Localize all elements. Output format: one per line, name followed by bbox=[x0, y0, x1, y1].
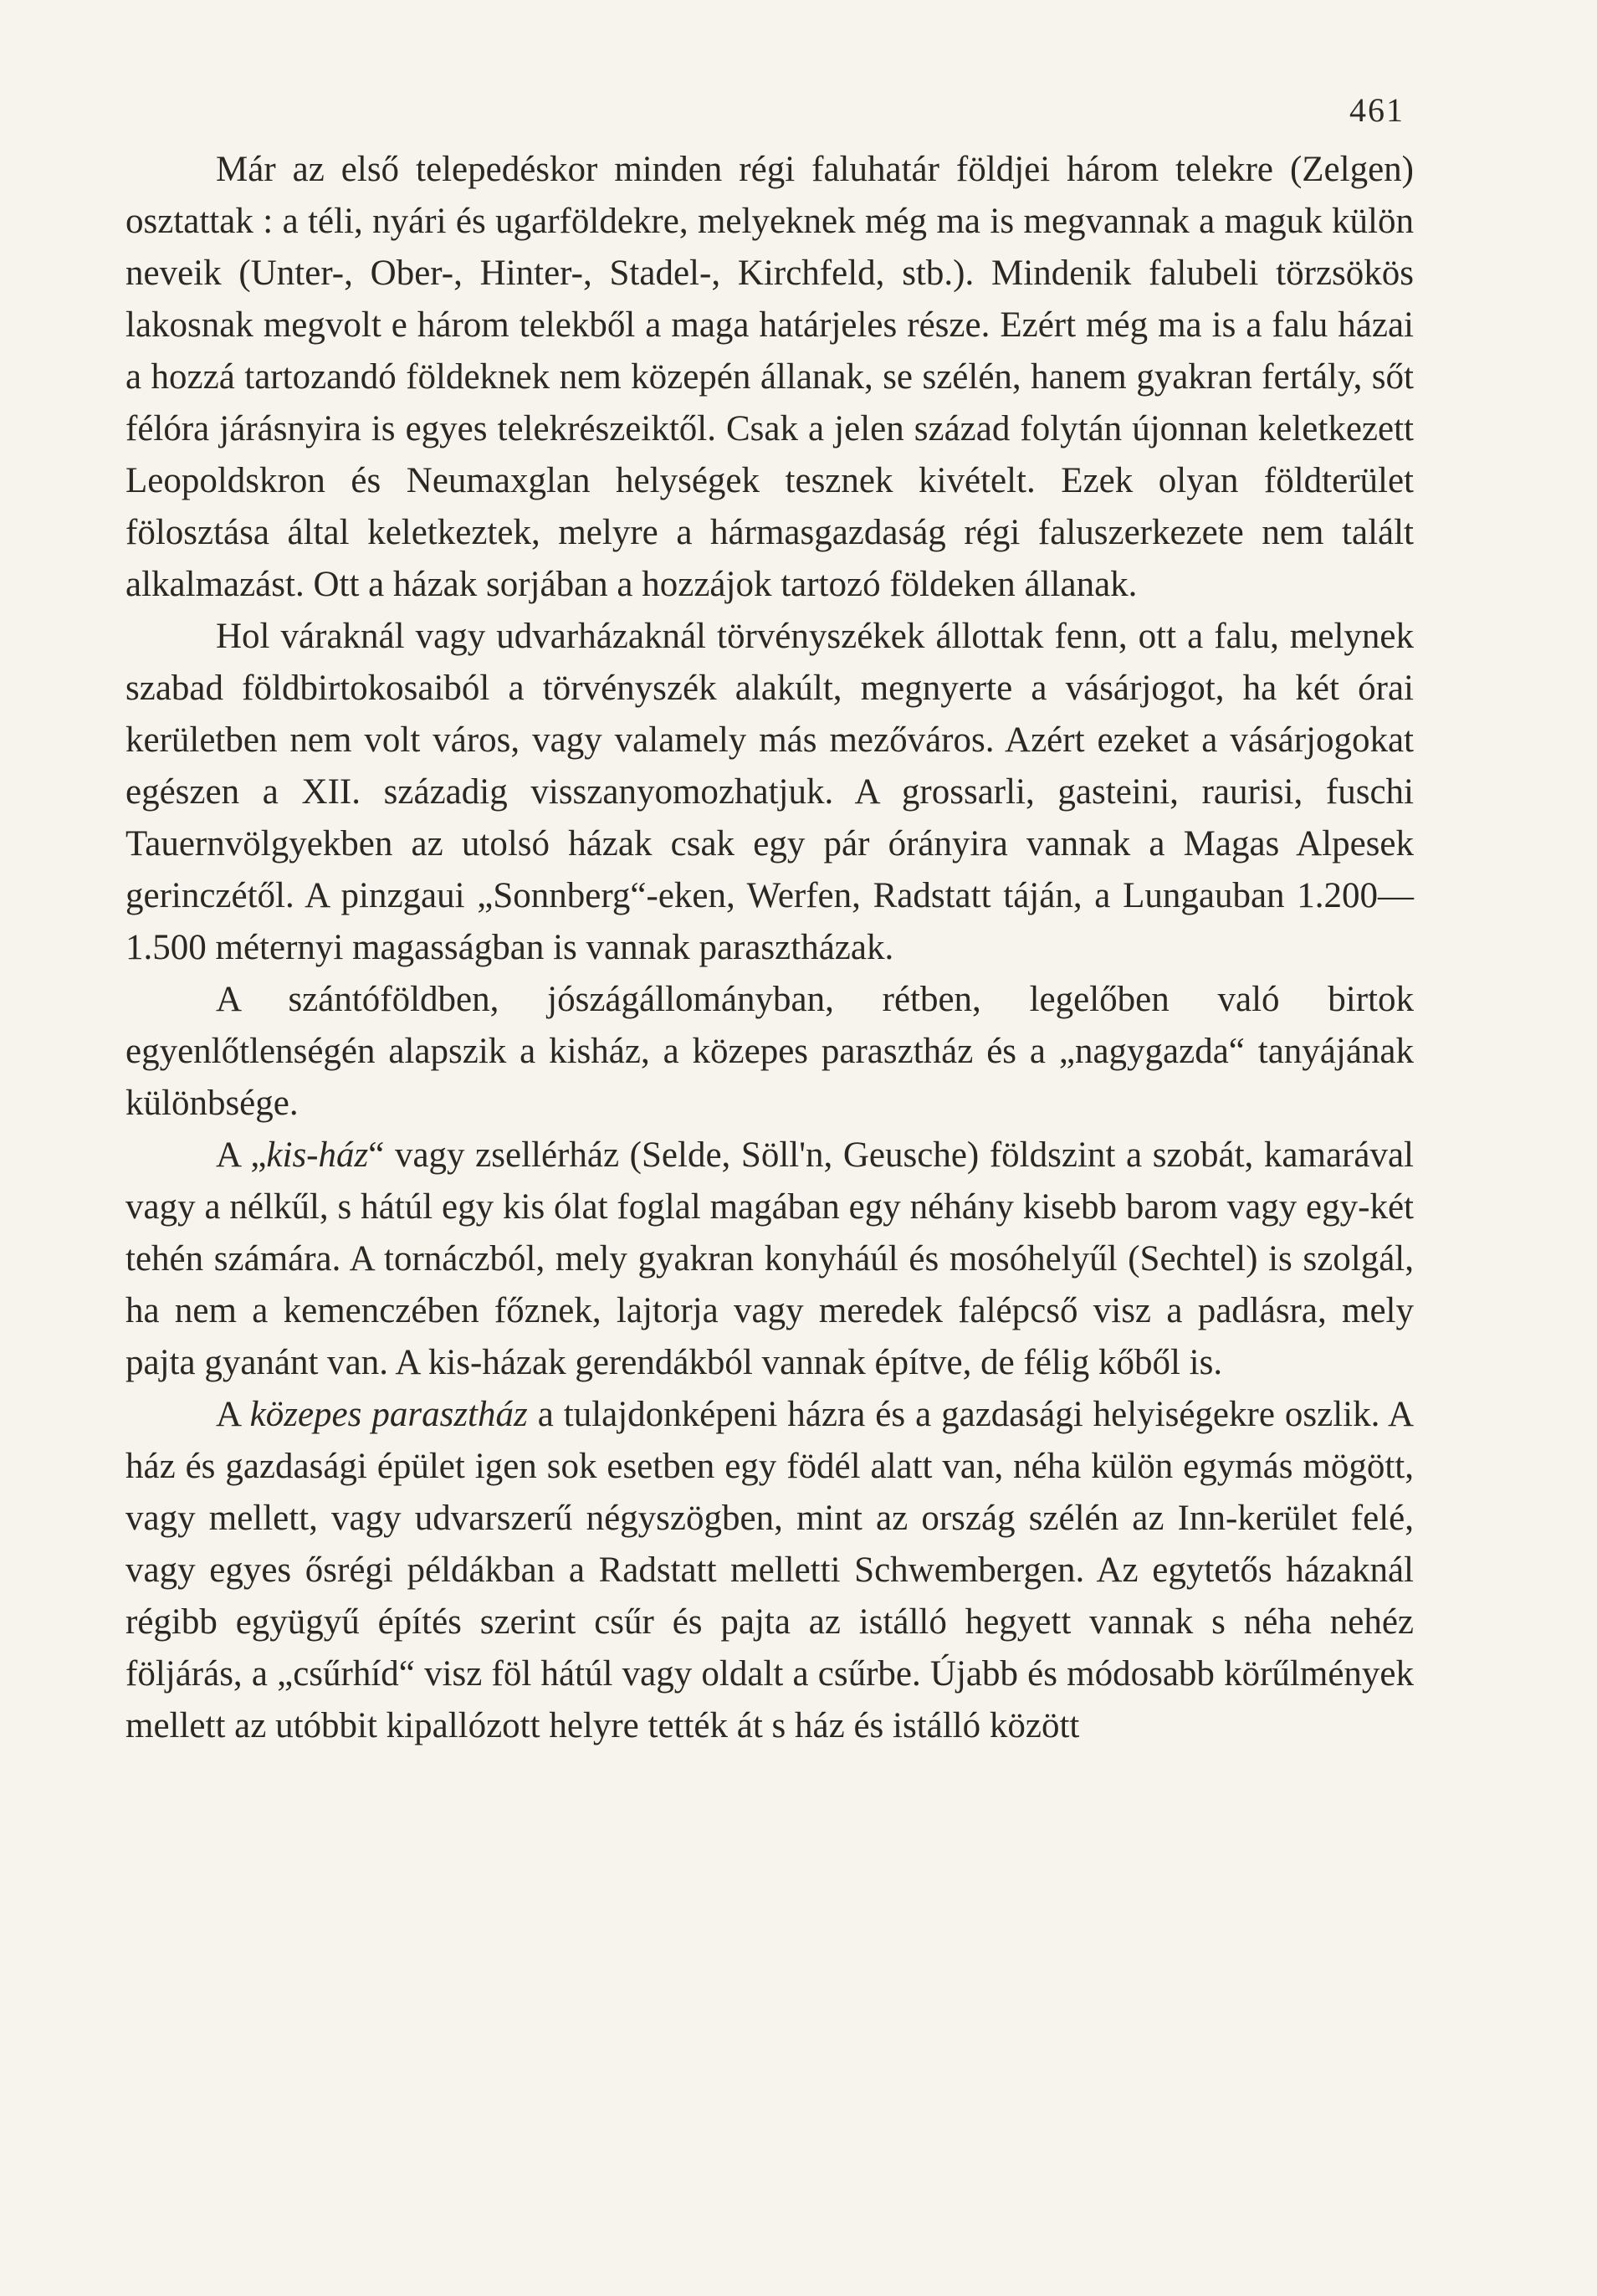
term-kozepes-parasztzhaz: közepes parasztház bbox=[249, 1395, 528, 1434]
paragraph-middle-farmhouse bbox=[125, 1389, 1414, 1752]
paragraph-village-fields bbox=[125, 144, 1414, 611]
paragraph-text-pre: A „ bbox=[216, 1135, 267, 1175]
term-kis-haz: kis-ház bbox=[266, 1135, 369, 1175]
paragraph-text-post: a tulajdonképeni házra és a gazdasági helyiségekre oszlik. A ház és gazdasági épület igen sok esetben egy födél alatt van, néha külön egymás mögött, vagy mellett, vagy udvarszerű négyszögben, mint az ország szélén az Inn-kerület felé, vagy egyes ősrégi példákban a Radstatt melletti Schwembergen. Az egytetős házaknál régibb együgyű építés szerint csűr és pajta az istálló hegyett vannak s néha nehéz följárás, a „csűrhíd“ visz föl hátúl vagy oldalt a csűrbe. Újabb és módosabb körűlmények mellett az utóbbit kipallózott helyre tették át s ház és istálló között bbox=[125, 1395, 1414, 1745]
body-text bbox=[125, 144, 1414, 1752]
paragraph-text: A szántóföldben, jószágállományban, rétben, legelőben való birtok egyenlőtlenségén alapszik a kisház, a közepes parasztház és a „nagygazda“ tanyájának különbsége. bbox=[125, 980, 1414, 1123]
paragraph-text-pre: A bbox=[216, 1395, 250, 1434]
paragraph-market-rights bbox=[125, 611, 1414, 974]
paragraph-small-house bbox=[125, 1130, 1414, 1389]
paragraph-house-types bbox=[125, 974, 1414, 1130]
paragraph-text: Már az első telepedéskor minden régi faluhatár földjei három telekre (Zelgen) osztattak : a téli, nyári és ugarföldekre, melyeknek még ma is megvannak a maguk külön neveik (Unter-, Ober-, Hinter-, Stadel-, Kirchfeld, stb.). Mindenik falubeli törzsökös lakosnak megvolt e három telekből a maga határjeles része. Ezért még ma is a falu házai a hozzá tartozandó földeknek nem közepén állanak, se szélén, hanem gyakran fertály, sőt félóra járásnyira is egyes telekrészeiktől. Csak a jelen század folytán újonnan keletkezett Leopoldskron és Neumaxglan helységek tesznek kivételt. Ezek olyan földterület fölosztása által keletkeztek, melyre a hármasgazdaság régi faluszerkezete nem talált alkalmazást. Ott a házak sorjában a hozzájok tartozó földeken állanak. bbox=[125, 150, 1414, 604]
paragraph-text: Hol váraknál vagy udvarházaknál törvényszékek állottak fenn, ott a falu, melynek szabad földbirtokosaiból a törvényszék alakúlt, megnyerte a vásárjogot, ha két órai kerületben nem volt város, vagy valamely más mezőváros. Azért ezeket a vásárjogokat egészen a XII. századig visszanyomozhatjuk. A grossarli, gasteini, raurisi, fuschi Tauernvölgyekben az utolsó házak csak egy pár órányira vannak a Magas Alpesek gerinczétől. A pinzgaui „Sonnberg“-eken, Werfen, Radstatt táján, a Lungauban 1.200—1.500 méternyi magasságban is vannak parasztházak. bbox=[125, 617, 1414, 967]
page-number: 461 bbox=[1349, 91, 1405, 129]
paragraph-text-post: “ vagy zsellérház (Selde, Söll'n, Geusche) földszint a szobát, kamarával vagy a nélkűl, s hátúl egy kis ólat foglal magában egy néhány kisebb barom vagy egy-két tehén számára. A tornáczból, mely gyakran konyháúl és mosóhelyűl (Sechtel) is szolgál, ha nem a kemenczében főznek, lajtorja vagy meredek falépcső visz a padlásra, mely pajta gyanánt van. A kis-házak gerendákból vannak építve, de félig kőből is. bbox=[125, 1135, 1414, 1382]
